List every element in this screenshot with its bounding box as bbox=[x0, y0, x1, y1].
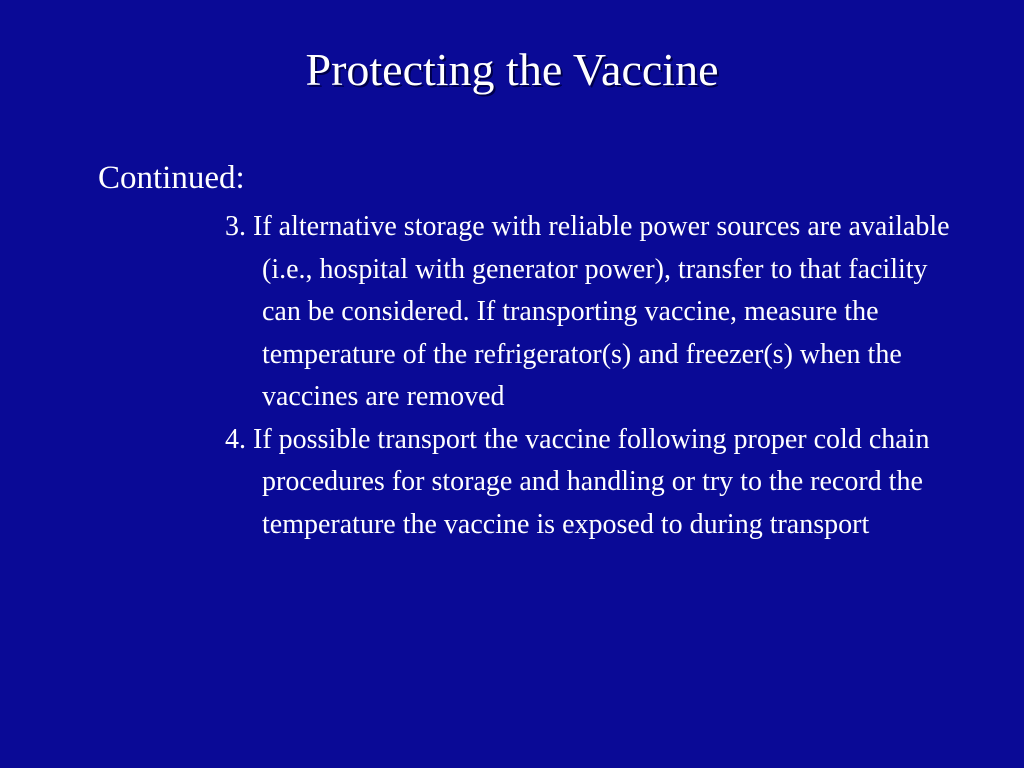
slide-title: Protecting the Vaccine bbox=[305, 44, 719, 95]
list-item-4 bbox=[225, 419, 960, 547]
item-list bbox=[225, 206, 960, 546]
slide-subhead: Continued: bbox=[98, 160, 245, 196]
list-item-3 bbox=[225, 206, 960, 419]
item-text: If alternative storage with reliable power sources are available (i.e., hospital with generator power), transfer to that facility can be considered. If transporting vaccine, measure the temperature of the refrigerator(s) and freezer(s) when the vaccines are removed bbox=[253, 211, 950, 412]
item-number: 3. bbox=[225, 211, 253, 242]
item-text: If possible transport the vaccine following proper cold chain procedures for storage and handling or try to the record the temperature the vaccine is exposed to during transport bbox=[253, 423, 930, 540]
item-number: 4. bbox=[225, 423, 253, 455]
